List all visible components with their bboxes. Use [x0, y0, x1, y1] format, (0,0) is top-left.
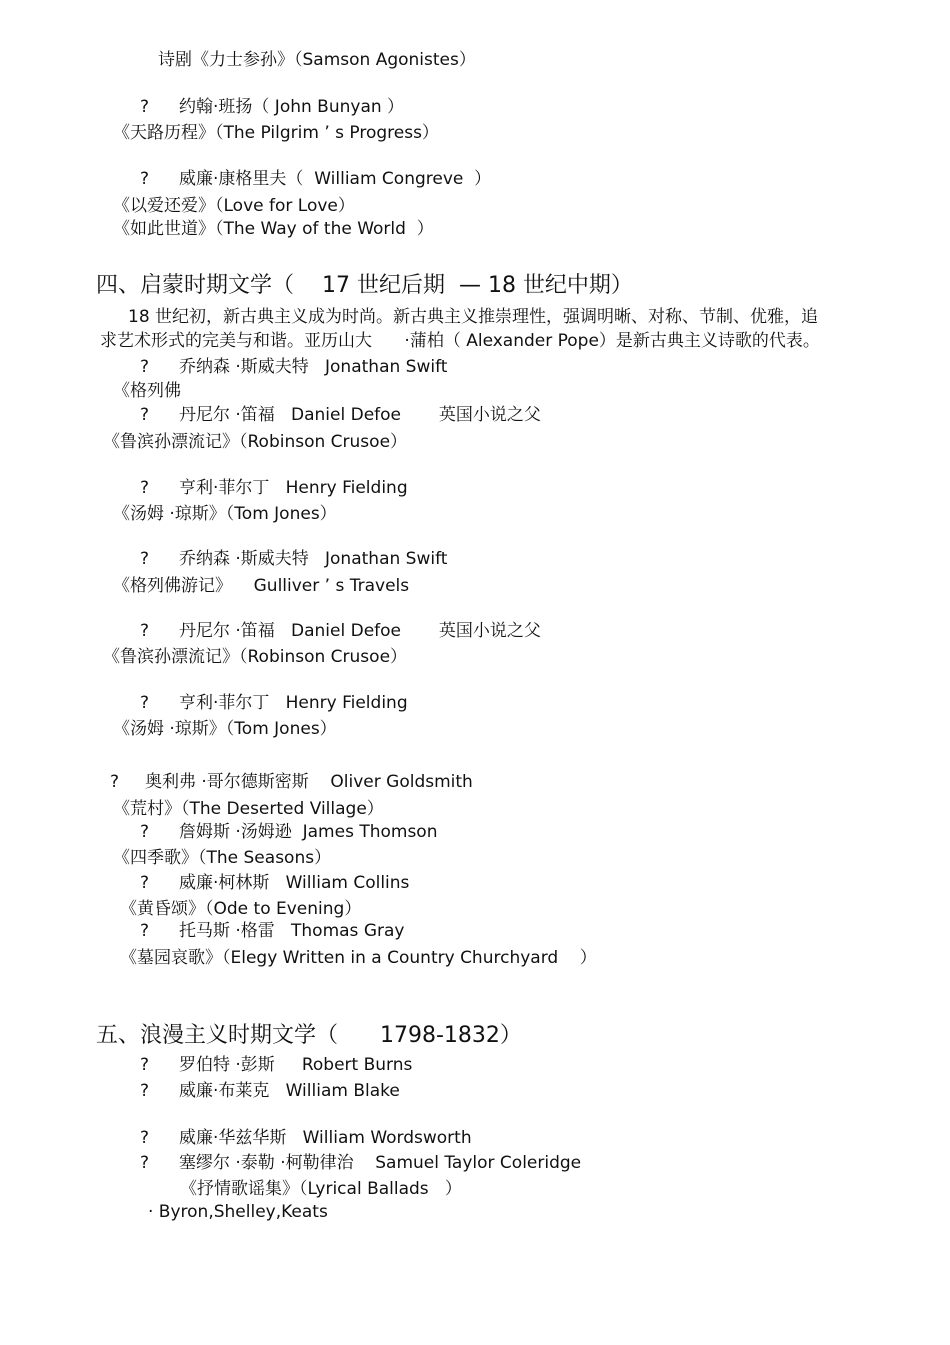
bullet: ? — [140, 357, 150, 377]
author-name: 亨利·菲尔丁 Henry Fielding — [179, 693, 408, 713]
bullet: ? — [140, 621, 150, 641]
author-name: 乔纳森 ·斯威夫特 Jonathan Swift — [179, 549, 448, 569]
bullet: ? — [140, 1081, 150, 1101]
work-title: 《墓园哀歌》（Elegy Written in a Country Churchyard ） — [120, 948, 597, 968]
author-name: 塞缪尔 ·泰勒 ·柯勒律治 Samuel Taylor Coleridge — [179, 1153, 582, 1173]
bullet: ? — [140, 405, 150, 425]
work-title: 《荒村》（The Deserted Village） — [113, 799, 384, 819]
bullet: ? — [140, 97, 150, 117]
section-heading: 五、浪漫主义时期文学（ 1798-1832） — [96, 1023, 522, 1048]
bullet: ? — [140, 822, 150, 842]
author-name: 罗伯特 ·彭斯 Robert Burns — [179, 1055, 413, 1075]
work-title: 《汤姆 ·琼斯》（Tom Jones） — [113, 719, 337, 739]
author-name: 威廉·华兹华斯 William Wordsworth — [179, 1128, 472, 1148]
bullet: ? — [140, 873, 150, 893]
bullet: ? — [140, 549, 150, 569]
author-name: 丹尼尔 ·笛福 Daniel Defoe 英国小说之父 — [179, 405, 541, 425]
work-title: 《汤姆 ·琼斯》（Tom Jones） — [113, 504, 337, 524]
bullet: ? — [140, 1153, 150, 1173]
work-title: 《如此世道》（The Way of the World ） — [113, 219, 434, 239]
author-name: 托马斯 ·格雷 Thomas Gray — [179, 921, 405, 941]
bullet: ? — [140, 1128, 150, 1148]
work-title: 《格列佛游记》 Gulliver ’ s Travels — [113, 576, 410, 596]
section-heading: 四、启蒙时期文学（ 17 世纪后期 — 18 世纪中期） — [96, 273, 633, 298]
work-title: 《天路历程》（The Pilgrim ’ s Progress） — [113, 123, 439, 143]
work-title: 《黄昏颂》（Ode to Evening） — [120, 899, 362, 919]
work-title: 《四季歌》（The Seasons） — [113, 848, 332, 868]
work-title: 《格列佛 — [113, 381, 181, 401]
author-name: 约翰·班扬（ John Bunyan ） — [179, 97, 405, 117]
bullet: ? — [140, 1055, 150, 1075]
author-name: 奥利弗 ·哥尔德斯密斯 Oliver Goldsmith — [145, 772, 473, 792]
bullet: ? — [140, 693, 150, 713]
author-name: 丹尼尔 ·笛福 Daniel Defoe 英国小说之父 — [179, 621, 541, 641]
author-name: 乔纳森 ·斯威夫特 Jonathan Swift — [179, 357, 448, 377]
poet-list: · Byron,Shelley,Keats — [148, 1202, 328, 1222]
bullet: ? — [140, 478, 150, 498]
author-name: 威廉·康格里夫（ William Congreve ） — [179, 169, 492, 189]
author-name: 威廉·柯林斯 William Collins — [179, 873, 410, 893]
work-title: 《鲁滨孙漂流记》（Robinson Crusoe） — [103, 432, 408, 452]
work-title: 《以爱还爱》（Love for Love） — [113, 196, 355, 216]
bullet: ? — [140, 169, 150, 189]
author-name: 亨利·菲尔丁 Henry Fielding — [179, 478, 408, 498]
intro-paragraph-line: 求艺术形式的完美与和谐。亚历山大 ·蒲柏（ Alexander Pope）是新古典主义诗歌的代表。 — [100, 331, 820, 351]
author-name: 威廉·布莱克 William Blake — [179, 1081, 400, 1101]
milton-work: 诗剧《力士参孙》（Samson Agonistes） — [158, 50, 476, 70]
bullet: ? — [140, 921, 150, 941]
work-title: 《鲁滨孙漂流记》（Robinson Crusoe） — [103, 647, 408, 667]
author-name: 詹姆斯 ·汤姆逊 James Thomson — [179, 822, 438, 842]
intro-paragraph-line: 18 世纪初，新古典主义成为时尚。新古典主义推崇理性，强调明晰、对称、节制、优雅，追 — [128, 307, 819, 327]
bullet: ? — [110, 772, 120, 792]
work-title: 《抒情歌谣集》（Lyrical Ballads ） — [180, 1179, 462, 1199]
